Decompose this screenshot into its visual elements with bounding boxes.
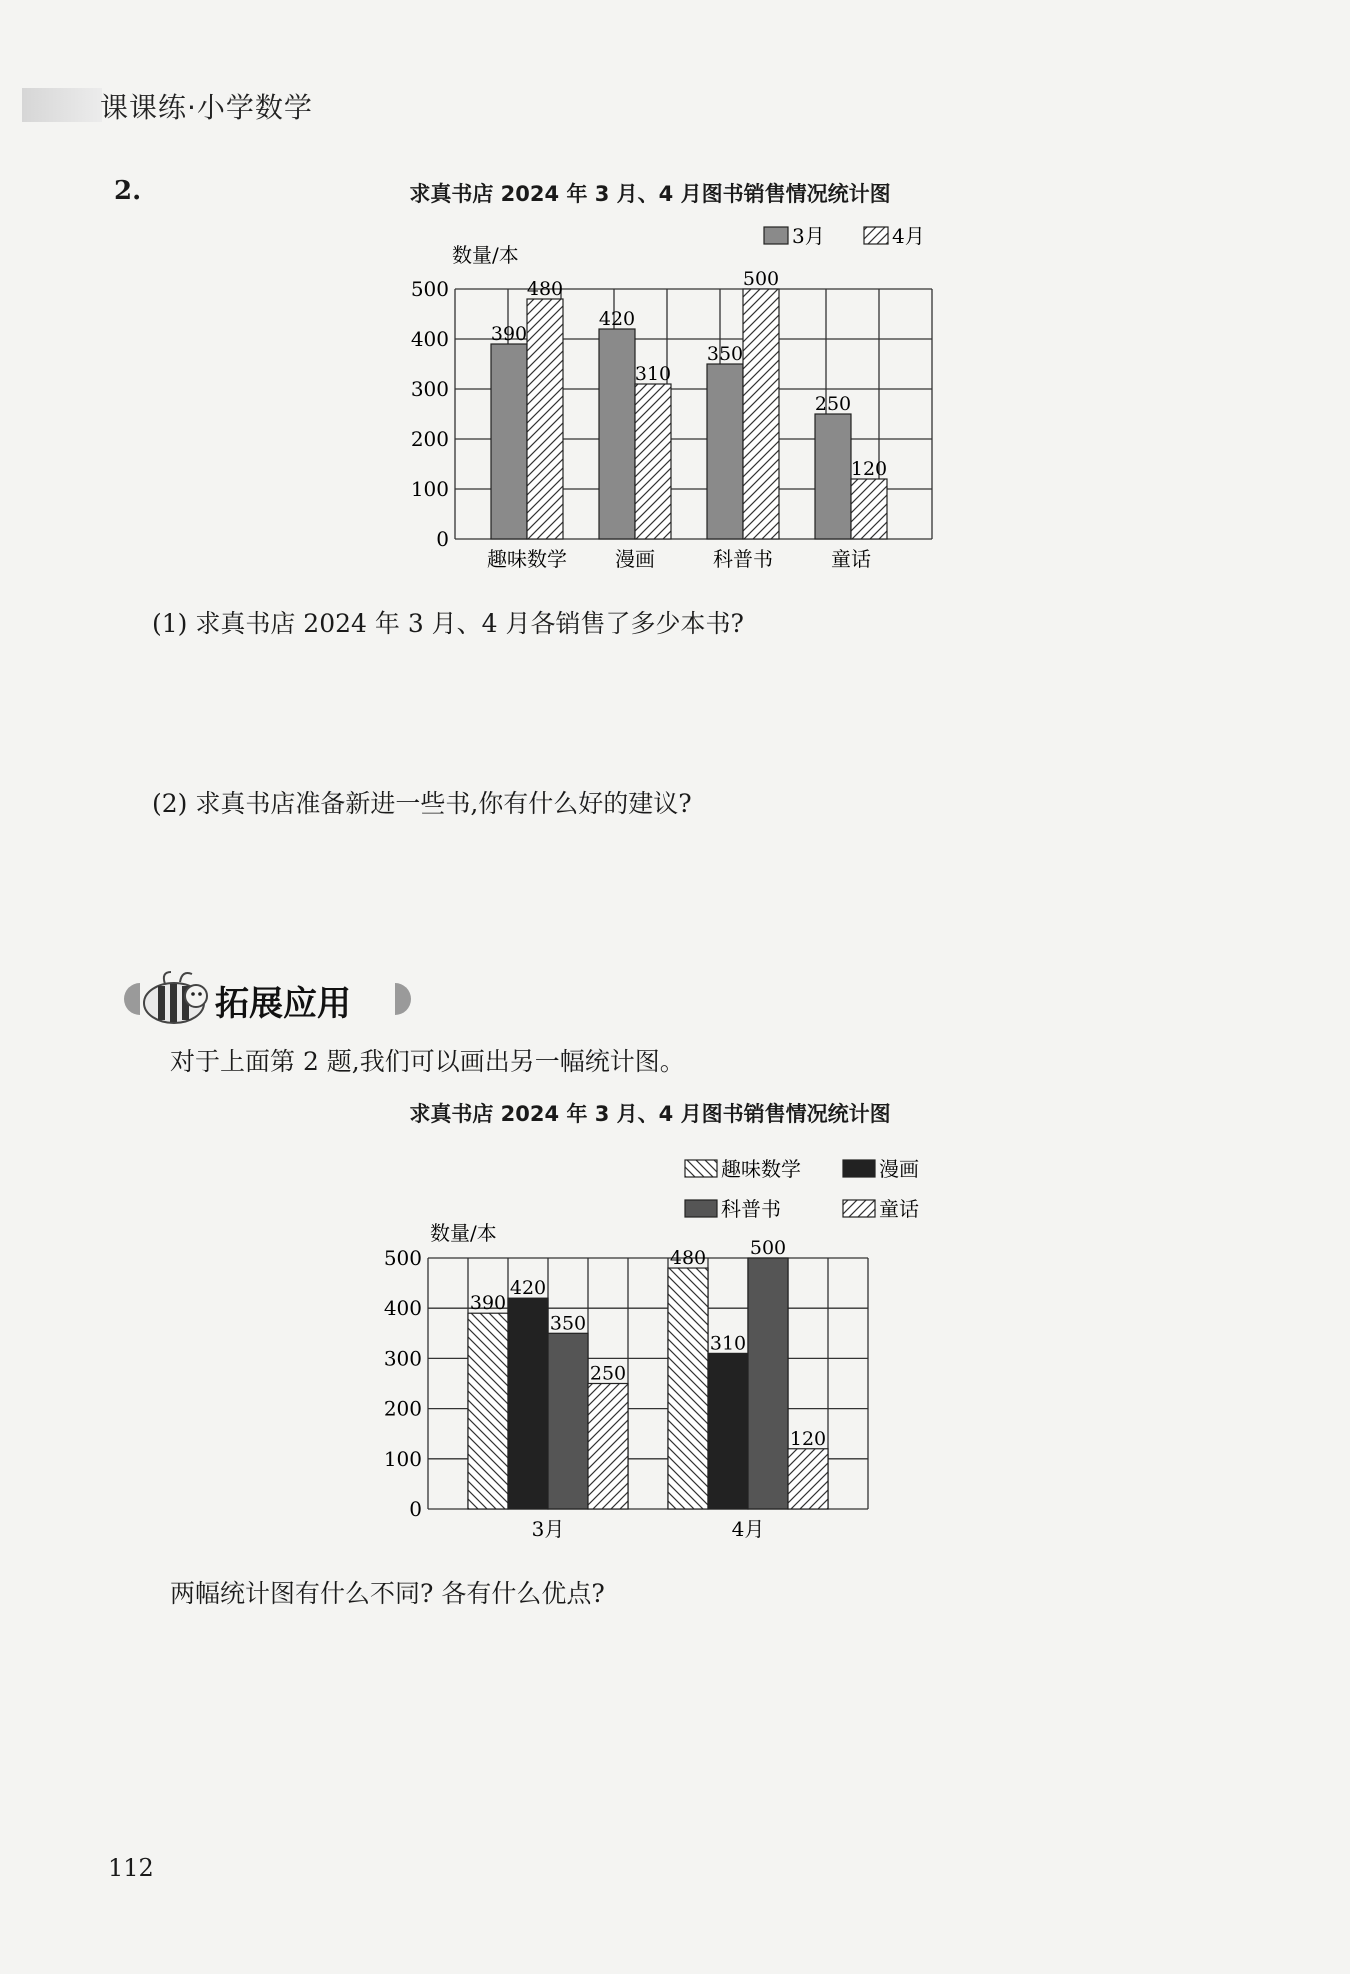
legend-swatch [864, 227, 888, 244]
bar [815, 414, 851, 539]
y-axis-label: 数量/本 [452, 243, 519, 267]
bar [788, 1449, 828, 1509]
bar-value-label: 120 [789, 1427, 827, 1450]
bar [851, 479, 887, 539]
chart1 [0, 212, 1350, 572]
bar [468, 1313, 508, 1509]
bar [635, 384, 671, 539]
question-number: 2. [114, 176, 142, 206]
y-tick-label: 0 [436, 527, 449, 551]
bar [743, 289, 779, 539]
y-tick-label: 100 [410, 477, 449, 501]
y-tick-label: 500 [383, 1246, 422, 1270]
extension-intro: 对于上面第 2 题,我们可以画出另一幅统计图。 [170, 1047, 685, 1076]
legend-label: 科普书 [721, 1197, 781, 1221]
y-tick-label: 100 [383, 1446, 422, 1471]
bar-value-label: 480 [526, 278, 564, 300]
bar [668, 1268, 708, 1509]
bar [708, 1353, 748, 1509]
y-tick-label: 300 [410, 377, 449, 401]
extension-question: 两幅统计图有什么不同? 各有什么优点? [170, 1579, 605, 1608]
bar [548, 1333, 588, 1509]
bar-value-label: 310 [709, 1332, 747, 1355]
bar-value-label: 480 [669, 1247, 707, 1270]
y-axis-label: 数量/本 [430, 1221, 497, 1245]
book-title: 课课练·小学数学 [100, 91, 313, 124]
legend-label: 漫画 [879, 1157, 919, 1181]
x-category-label: 4月 [731, 1517, 765, 1541]
page-number: 112 [108, 1854, 154, 1882]
legend-swatch [685, 1160, 717, 1177]
legend-swatch [843, 1200, 875, 1217]
bar [588, 1384, 628, 1510]
bar-value-label: 350 [706, 343, 744, 365]
y-tick-label: 0 [409, 1497, 422, 1521]
bar [707, 364, 743, 539]
legend-label: 趣味数学 [721, 1157, 801, 1181]
bar [491, 344, 527, 539]
chart2-title: 求真书店 2024 年 3 月、4 月图书销售情况统计图 [409, 1102, 891, 1126]
legend-swatch [764, 227, 788, 244]
section-title: 拓展应用 [215, 984, 351, 1024]
bar-value-label: 390 [490, 323, 528, 345]
x-category-label: 童话 [831, 547, 871, 571]
bar [599, 329, 635, 539]
bar-value-label: 250 [589, 1362, 627, 1385]
legend-label: 童话 [879, 1197, 919, 1221]
bar-value-label: 420 [509, 1277, 547, 1300]
bar [748, 1258, 788, 1509]
x-category-label: 3月 [531, 1517, 565, 1541]
bar [508, 1298, 548, 1509]
header-decoration [22, 88, 102, 122]
bar-value-label: 500 [742, 268, 780, 290]
x-category-label: 趣味数学 [487, 547, 567, 571]
y-tick-label: 300 [383, 1346, 422, 1371]
legend-swatch [843, 1160, 875, 1177]
bar-value-label: 310 [634, 363, 672, 385]
y-tick-label: 400 [383, 1296, 422, 1321]
bar-value-label: 420 [598, 308, 636, 330]
chart1-title: 求真书店 2024 年 3 月、4 月图书销售情况统计图 [409, 182, 891, 206]
chart2 [0, 1130, 1350, 1570]
x-category-label: 漫画 [615, 547, 655, 571]
y-tick-label: 200 [383, 1396, 422, 1421]
bar-value-label: 390 [469, 1292, 507, 1315]
legend-swatch [685, 1200, 717, 1217]
y-tick-label: 400 [410, 327, 449, 351]
question-1: (1) 求真书店 2024 年 3 月、4 月各销售了多少本书? [152, 609, 744, 638]
y-tick-label: 200 [410, 427, 449, 451]
legend-label: 4月 [892, 224, 925, 248]
bar-value-label: 250 [814, 393, 852, 415]
bar [527, 299, 563, 539]
bar-value-label: 120 [850, 458, 888, 480]
bar-value-label: 350 [549, 1312, 587, 1335]
y-tick-label: 500 [410, 277, 449, 301]
legend-label: 3月 [792, 224, 825, 248]
question-2: (2) 求真书店准备新进一些书,你有什么好的建议? [152, 789, 692, 818]
x-category-label: 科普书 [713, 547, 773, 571]
bar-value-label: 500 [749, 1237, 787, 1259]
